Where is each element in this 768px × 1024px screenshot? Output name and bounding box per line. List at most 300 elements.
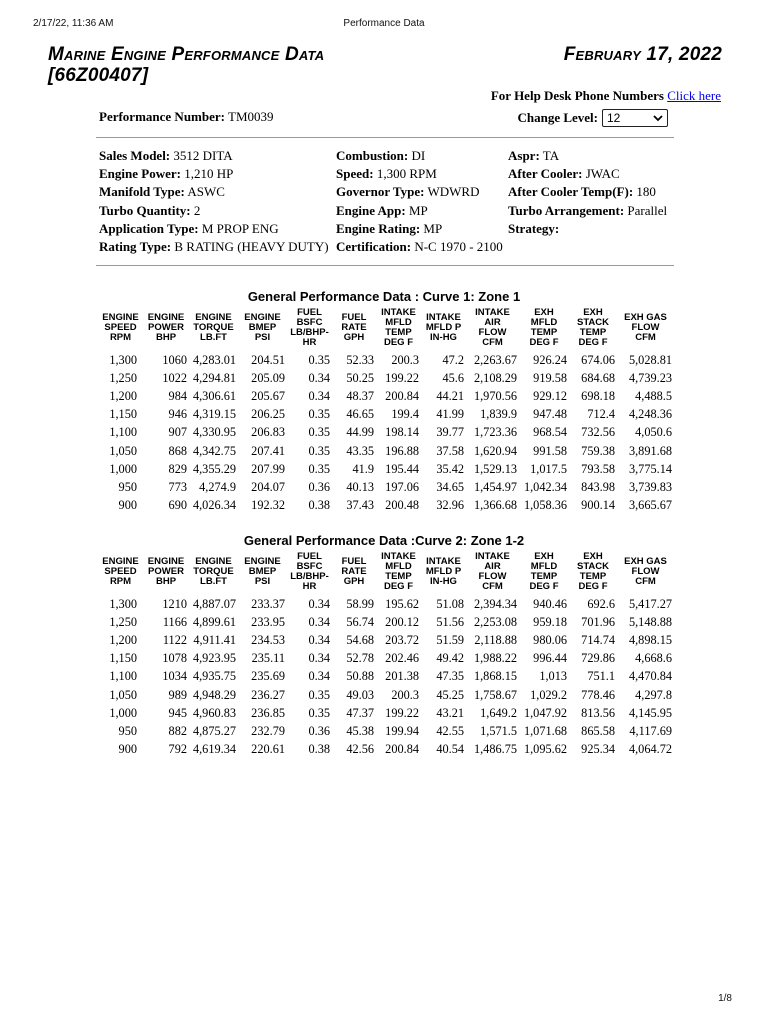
table-cell: 1,250 [109,614,137,629]
table-cell: 1,571.5 [480,723,517,738]
table-cell: 698.18 [581,388,615,403]
column-header: ENGINE BMEP PSI [244,556,281,587]
table-cell: 4,026.34 [192,498,236,513]
table-cell: 968.54 [533,425,567,440]
table-cell: 0.35 [308,705,330,720]
table-cell: 4,488.5 [635,388,672,403]
spec-value: 3512 DITA [173,148,233,163]
table-cell: 0.34 [308,632,330,647]
table-cell: 793.58 [581,461,615,476]
column-header: ENGINE TORQUE LB.FT [193,556,234,587]
table-row [98,442,674,460]
table-cell: 37.58 [436,443,464,458]
table-cell: 32.96 [436,498,464,513]
table-cell: 41.9 [352,461,374,476]
table-cell: 196.88 [385,443,419,458]
table-cell: 200.48 [385,498,419,513]
performance-number-value: TM0039 [228,109,274,124]
table-row [98,478,674,496]
table-cell: 4,342.75 [192,443,236,458]
table-cell: 1,868.15 [473,669,517,684]
table-cell: 40.13 [346,479,374,494]
table-cell: 199.22 [385,370,419,385]
table-cell: 3,739.83 [628,479,672,494]
table-cell: 991.58 [533,443,567,458]
performance-number-label: Performance Number: [99,109,225,124]
spec-row [508,220,678,238]
table-cell: 4,911.41 [193,632,236,647]
table-cell: 940.46 [533,596,567,611]
table-cell: 4,960.83 [192,705,236,720]
table-cell: 233.95 [251,614,285,629]
spec-row [508,202,678,220]
spec-value: 1,300 RPM [376,166,437,182]
table-cell: 198.14 [385,425,419,440]
change-level-value: 12 [607,111,621,125]
table-cell: 2,108.29 [473,370,517,385]
helpdesk-text: For Help Desk Phone Numbers [490,88,664,103]
spec-label: Engine Rating: [336,220,421,236]
table-cell: 233.37 [251,596,285,611]
table-cell: 4,887.07 [192,596,236,611]
spec-row [336,220,506,238]
spec-label: Manifold Type: [99,184,185,200]
column-header: ENGINE POWER BHP [147,556,185,587]
spec-label: Turbo Quantity: [99,202,191,218]
column-header: ENGINE TORQUE LB.FT [193,312,234,343]
table-row [98,686,674,704]
table-cell: 950 [118,723,137,738]
table-cell: 1,050 [109,687,137,702]
column-header: FUEL RATE GPH [341,312,367,343]
document-date: February 17, 2022 [563,44,722,65]
change-level [517,109,668,127]
table-cell: 58.99 [346,596,374,611]
column-header: ENGINE SPEED RPM [102,312,139,343]
performance-table-curve-2 [98,549,674,759]
table-cell: 4,935.75 [192,669,236,684]
table-cell: 732.56 [581,425,615,440]
table-cell: 1,723.36 [473,425,517,440]
table-cell: 0.35 [308,443,330,458]
column-header: EXH MFLD TEMP DEG F [529,551,559,592]
table-cell: 204.07 [251,479,285,494]
table-row [98,613,674,631]
table-cell: 1,300 [109,352,137,367]
table-cell: 1,366.68 [473,498,517,513]
spec-label: Sales Model: [99,148,171,163]
table-cell: 0.34 [308,370,330,385]
table-cell: 199.22 [385,705,419,720]
table-header-row [98,305,674,351]
spec-label: After Cooler: [508,166,583,182]
table-cell: 200.3 [391,352,419,367]
helpdesk-line [491,88,721,104]
table-cell: 1,042.34 [523,479,567,494]
table-cell: 3,891.68 [628,443,672,458]
table-cell: 674.06 [581,352,615,367]
table-cell: 4,948.29 [192,687,236,702]
spec-value: N-C 1970 - 2100 [414,239,503,255]
table-cell: 39.77 [436,425,464,440]
table-cell: 51.56 [436,614,464,629]
table-cell: 1,200 [109,632,137,647]
table-cell: 0.34 [308,596,330,611]
column-header: INTAKE AIR FLOW CFM [475,551,510,592]
table-cell: 843.98 [581,479,615,494]
table-row [98,351,674,369]
table-cell: 47.37 [346,705,374,720]
table-cell: 900 [118,742,137,757]
table-cell: 1,988.22 [473,651,517,666]
table-cell: 1,300 [109,596,137,611]
table-cell: 684.68 [581,370,615,385]
table-cell: 199.4 [391,407,419,422]
spec-row [336,238,506,256]
table-cell: 0.35 [308,461,330,476]
table-1-title: General Performance Data : Curve 1: Zone 1 [247,289,521,304]
table-cell: 34.65 [436,479,464,494]
table-cell: 989 [168,687,187,702]
table-cell: 220.61 [251,742,285,757]
table-cell: 1060 [162,352,187,367]
table-cell: 813.56 [581,705,615,720]
table-row [98,650,674,668]
table-cell: 0.35 [308,352,330,367]
table-cell: 236.27 [251,687,285,702]
table-cell: 3,665.67 [628,498,672,513]
table-cell: 4,117.69 [629,723,672,738]
table-cell: 0.34 [308,651,330,666]
table-cell: 4,064.72 [628,742,672,757]
table-cell: 4,248.36 [628,407,672,422]
table-cell: 4,274.9 [199,479,236,494]
table-cell: 52.78 [346,651,374,666]
table-cell: 1,486.75 [473,742,517,757]
table-cell: 207.99 [251,461,285,476]
table-cell: 1,047.92 [523,705,567,720]
table-cell: 0.35 [308,425,330,440]
table-cell: 4,294.81 [192,370,236,385]
table-cell: 900.14 [581,498,615,513]
table-cell: 2,253.08 [473,614,517,629]
table-cell: 1,454.97 [473,479,517,494]
table-cell: 37.43 [346,498,374,513]
table-cell: 195.44 [385,461,419,476]
table-cell: 2,118.88 [474,632,517,647]
table-cell: 200.84 [385,388,419,403]
spec-row [508,147,678,165]
table-cell: 984 [168,388,187,403]
spec-value: TA [542,148,560,163]
table-cell: 1,013 [539,669,567,684]
table-cell: 4,306.61 [192,388,236,403]
print-header-title: Performance Data [343,18,425,29]
column-header: EXH GAS FLOW CFM [624,556,667,587]
spec-row [508,165,678,183]
table-cell: 4,355.29 [192,461,236,476]
table-cell: 1,150 [109,407,137,422]
table-cell: 50.88 [346,669,374,684]
spec-row [99,183,333,201]
table-row [98,460,674,478]
table-cell: 54.68 [346,632,374,647]
table-cell: 41.99 [436,407,464,422]
table-cell: 1,000 [109,461,137,476]
table-row [98,631,674,649]
table-cell: 4,470.84 [628,669,672,684]
table-row [98,424,674,442]
table-row [98,722,674,740]
table-cell: 1,620.94 [473,443,517,458]
table-cell: 792 [168,742,187,757]
table-cell: 829 [168,461,187,476]
spec-row [99,147,333,165]
table-cell: 959.18 [533,614,567,629]
spec-value: 180 [636,184,656,200]
table-cell: 980.06 [533,632,567,647]
column-header: ENGINE BMEP PSI [244,312,281,343]
table-cell: 45.25 [436,687,464,702]
spec-value: MP [423,220,443,236]
table-cell: 1,017.5 [530,461,567,476]
column-header: INTAKE AIR FLOW CFM [475,307,510,348]
spec-label: Speed: [336,166,374,182]
column-header: FUEL BSFC LB/BHP- HR [290,551,329,592]
table-cell: 0.36 [308,479,330,494]
spec-label: Certification: [336,239,412,255]
spec-label: Application Type: [99,220,199,236]
table-cell: 47.35 [436,669,464,684]
table-cell: 42.55 [436,723,464,738]
divider [96,137,674,138]
table-cell: 206.25 [251,407,285,422]
table-cell: 235.69 [251,669,285,684]
table-cell: 48.37 [346,388,374,403]
spec-row [336,202,506,220]
spec-value: 1,210 HP [184,166,234,182]
table-cell: 45.38 [346,723,374,738]
spec-row [99,238,333,256]
table-cell: 1122 [162,632,187,647]
table-cell: 51.59 [436,632,464,647]
table-cell: 200.84 [385,742,419,757]
table-cell: 1,529.13 [473,461,517,476]
divider [96,265,674,266]
column-header: EXH GAS FLOW CFM [624,312,667,343]
table-cell: 1166 [162,614,187,629]
spec-label: Combustion: [336,148,409,163]
table-cell: 4,923.95 [192,651,236,666]
spec-value: M PROP ENG [201,220,279,236]
column-header: EXH STACK TEMP DEG F [576,551,610,592]
column-header: FUEL BSFC LB/BHP- HR [290,307,329,348]
table-cell: 4,739.23 [628,370,672,385]
table-cell: 996.44 [533,651,567,666]
table-cell: 690 [168,498,187,513]
table-cell: 1078 [162,651,187,666]
table-cell: 714.74 [581,632,615,647]
table-cell: 712.4 [587,407,615,422]
spec-value: MP [408,202,428,218]
performance-number [99,109,274,125]
table-cell: 950 [118,479,137,494]
table-cell: 868 [168,443,187,458]
spec-label: Aspr: [508,148,540,163]
table-cell: 3,775.14 [628,461,672,476]
table-cell: 43.21 [436,705,464,720]
table-cell: 945 [168,705,187,720]
table-row [98,741,674,759]
table-cell: 1,970.56 [473,388,517,403]
helpdesk-link[interactable]: Click here [667,88,721,103]
table-cell: 205.67 [251,388,285,403]
table-header-row [98,549,674,595]
column-header: INTAKE MFLD P IN-HG [425,312,462,343]
spec-label: Strategy: [508,220,560,236]
table-cell: 0.35 [308,407,330,422]
table-cell: 197.06 [385,479,419,494]
table-row [98,497,674,515]
table-cell: 5,417.27 [628,596,672,611]
column-header: INTAKE MFLD P IN-HG [425,556,462,587]
table-cell: 4,898.15 [628,632,672,647]
table-cell: 0.34 [308,669,330,684]
table-cell: 4,875.27 [192,723,236,738]
spec-row [336,147,506,165]
spec-column-3 [508,147,678,238]
table-cell: 1,058.36 [523,498,567,513]
spec-row [336,183,506,201]
table-cell: 947.48 [533,407,567,422]
table-cell: 199.94 [385,723,419,738]
table-cell: 203.72 [385,632,419,647]
table-row [98,668,674,686]
table-cell: 1,839.9 [480,407,517,422]
table-cell: 235.11 [251,651,285,666]
table-cell: 1,758.67 [473,687,517,702]
table-cell: 195.62 [385,596,419,611]
table-cell: 236.85 [251,705,285,720]
table-cell: 200.3 [391,687,419,702]
table-cell: 0.35 [308,687,330,702]
table-cell: 4,283.01 [192,352,236,367]
spec-value: B RATING (HEAVY DUTY) [174,239,329,255]
table-cell: 1,071.68 [523,723,567,738]
table-cell: 47.2 [442,352,464,367]
document-title: Marine Engine Performance Data [66Z00407] [48,44,325,86]
table-cell: 45.6 [442,370,464,385]
table-cell: 5,028.81 [628,352,672,367]
spec-value: Parallel [627,202,668,218]
change-level-select[interactable] [602,109,668,127]
table-cell: 1,250 [109,370,137,385]
table-cell: 5,148.88 [628,614,672,629]
table-cell: 201.38 [385,669,419,684]
table-cell: 882 [168,723,187,738]
table-cell: 1,200 [109,388,137,403]
table-row [98,406,674,424]
table-cell: 44.21 [436,388,464,403]
table-cell: 4,050.6 [635,425,672,440]
column-header: ENGINE POWER BHP [147,312,185,343]
table-cell: 1,100 [109,669,137,684]
spec-label: Rating Type: [99,239,172,255]
table-cell: 4,899.61 [192,614,236,629]
table-cell: 0.34 [308,388,330,403]
column-header: EXH STACK TEMP DEG F [576,307,610,348]
table-cell: 35.42 [436,461,464,476]
table-cell: 207.41 [251,443,285,458]
table-cell: 43.35 [346,443,374,458]
table-cell: 1,100 [109,425,137,440]
table-cell: 0.38 [308,742,330,757]
table-cell: 946 [168,407,187,422]
table-cell: 701.96 [581,614,615,629]
spec-value: JWAC [585,166,620,182]
table-cell: 52.33 [346,352,374,367]
table-cell: 1034 [162,669,187,684]
column-header: FUEL RATE GPH [341,556,367,587]
table-cell: 51.08 [436,596,464,611]
table-cell: 204.51 [251,352,285,367]
spec-column-2 [336,147,506,256]
spec-value: WDWRD [427,184,480,200]
spec-value: ASWC [187,184,225,200]
spec-row [508,183,678,201]
table-cell: 729.86 [581,651,615,666]
table-cell: 49.42 [436,651,464,666]
table-cell: 1,029.2 [530,687,567,702]
spec-label: After Cooler Temp(F): [508,184,634,200]
spec-row [336,165,506,183]
table-cell: 2,394.34 [473,596,517,611]
table-cell: 1,050 [109,443,137,458]
table-cell: 0.38 [308,498,330,513]
spec-value: DI [411,148,426,163]
table-row [98,387,674,405]
table-cell: 926.24 [533,352,567,367]
table-cell: 234.53 [251,632,285,647]
table-cell: 1,649.2 [480,705,517,720]
table-row [98,595,674,613]
table-row [98,704,674,722]
table-cell: 925.34 [581,742,615,757]
table-cell: 2,263.67 [473,352,517,367]
table-cell: 692.6 [587,596,615,611]
table-cell: 751.1 [587,669,615,684]
table-cell: 759.38 [581,443,615,458]
table-cell: 202.46 [385,651,419,666]
table-cell: 4,319.15 [192,407,236,422]
column-header: INTAKE MFLD TEMP DEG F [381,307,416,348]
table-cell: 4,330.95 [192,425,236,440]
performance-table-curve-1 [98,305,674,515]
table-cell: 40.54 [436,742,464,757]
table-2-title: General Performance Data :Curve 2: Zone 1-2 [243,533,525,548]
table-cell: 1,095.62 [523,742,567,757]
table-cell: 200.12 [385,614,419,629]
table-cell: 0.36 [308,723,330,738]
table-cell: 919.58 [533,370,567,385]
table-cell: 206.83 [251,425,285,440]
table-cell: 44.99 [346,425,374,440]
spec-label: Governor Type: [336,184,425,200]
table-cell: 0.34 [308,614,330,629]
table-cell: 232.79 [251,723,285,738]
spec-label: Turbo Arrangement: [508,202,625,218]
table-cell: 4,297.8 [635,687,672,702]
